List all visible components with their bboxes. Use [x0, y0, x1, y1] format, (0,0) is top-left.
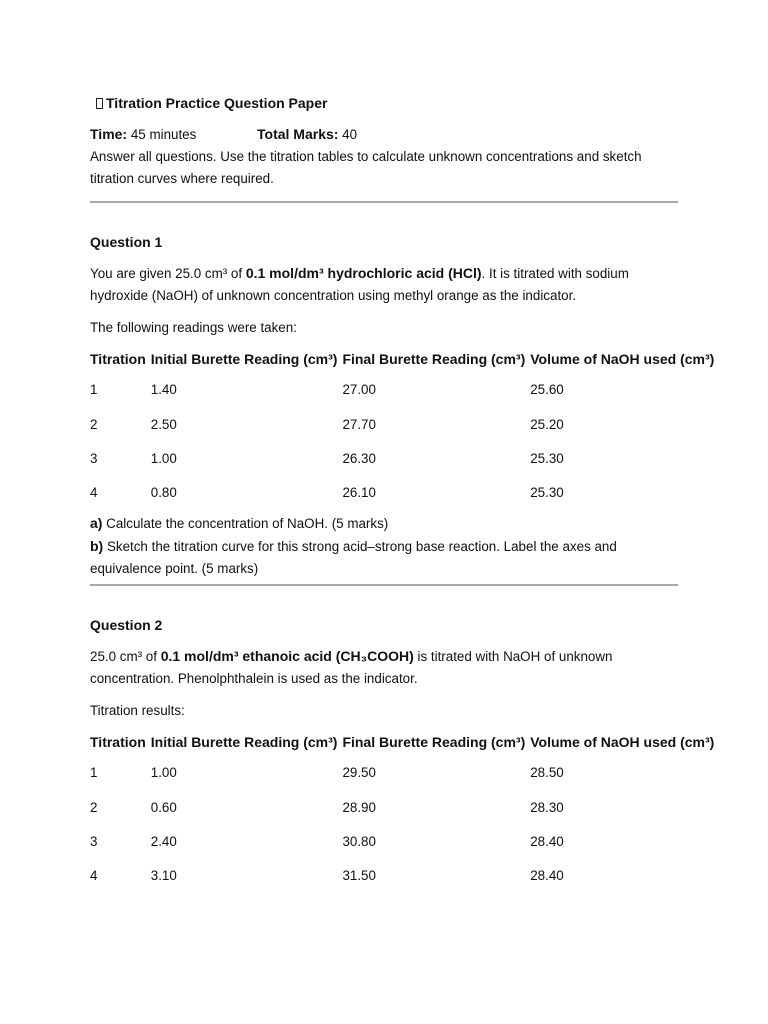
question-1-heading: Question 1 — [90, 234, 163, 250]
table-cell: 4 — [90, 867, 98, 883]
table-cell: 2 — [90, 416, 98, 432]
time-label: Time: — [90, 126, 128, 142]
table-cell: 1.00 — [150, 765, 177, 780]
table-row — [88, 370, 717, 407]
table-cell: 25.30 — [530, 484, 564, 500]
table-cell: 3 — [90, 450, 98, 466]
question-1-lead: The following readings were taken: — [90, 320, 297, 335]
table-cell: 2 — [90, 799, 98, 815]
table-cell: 0.80 — [150, 484, 177, 500]
column-header: Volume of NaOH used (cm³) — [530, 734, 715, 750]
instructions: Answer all questions. Use the titration tables to calculate unknown concentrations and sketch titration curves where required. — [90, 149, 642, 186]
table-row — [88, 790, 717, 824]
paper-content — [90, 92, 715, 892]
time-info — [90, 124, 257, 144]
question-2-table — [88, 731, 717, 892]
marks-info — [257, 124, 357, 144]
question-2-intro-acid: 0.1 mol/dm³ ethanoic acid (CH₃COOH) — [160, 648, 414, 664]
table-row — [88, 407, 717, 441]
part-a-text: Calculate the concentration of NaOH. (5 marks) — [102, 516, 389, 531]
table-cell: 28.90 — [342, 799, 376, 815]
column-header: Final Burette Reading (cm³) — [342, 734, 526, 750]
column-header: Initial Burette Reading (cm³) — [150, 734, 338, 750]
part-b-text: Sketch the titration curve for this strong acid–strong base reaction. Label the axes and equivalence point. (5 marks) — [90, 539, 617, 576]
column-header: Titration — [90, 351, 146, 367]
table-row — [88, 858, 717, 892]
document-icon — [96, 98, 103, 109]
question-1-intro-acid: 0.1 mol/dm³ hydrochloric acid (HCl) — [245, 265, 482, 281]
exam-meta — [90, 124, 678, 144]
table-cell: 26.10 — [342, 484, 376, 500]
page-title — [96, 92, 678, 114]
table-cell: 4 — [90, 484, 98, 500]
marks-value: 40 — [342, 127, 358, 142]
part-a-label: a) — [90, 515, 103, 531]
table-cell: 28.40 — [530, 833, 564, 849]
question-1-table — [88, 348, 717, 509]
table-row — [88, 441, 717, 475]
table-row — [88, 824, 717, 858]
page-title-text: Titration Practice Question Paper — [106, 95, 328, 111]
table-cell: 31.50 — [342, 867, 376, 883]
table-cell: 1 — [90, 382, 98, 397]
section-divider — [90, 201, 678, 203]
table-cell: 26.30 — [342, 450, 376, 466]
table-row — [88, 475, 717, 509]
question-1-intro — [90, 262, 678, 307]
table-cell: 2.40 — [150, 833, 177, 849]
question-2-heading: Question 2 — [90, 617, 163, 633]
table-cell: 28.50 — [530, 765, 564, 780]
question-1-tasks — [90, 512, 678, 580]
question-2-intro-start: 25.0 cm³ of — [90, 649, 161, 664]
question-1-intro-end: . It is titrated with sodium hydroxide (NaOH) of unknown concentration using methyl orange as the indicator. — [90, 266, 629, 303]
column-header: Final Burette Reading (cm³) — [342, 351, 526, 367]
table-cell: 3 — [90, 833, 98, 849]
section-divider — [90, 584, 678, 586]
table-cell: 25.30 — [530, 450, 564, 466]
table-cell: 29.50 — [342, 765, 376, 780]
column-header: Initial Burette Reading (cm³) — [150, 351, 338, 367]
table-header-row — [88, 348, 717, 370]
table-cell: 28.30 — [530, 799, 564, 815]
table-header-row — [88, 731, 717, 753]
table-cell: 3.10 — [150, 867, 177, 883]
table-cell: 1.40 — [150, 382, 177, 397]
table-cell: 30.80 — [342, 833, 376, 849]
table-cell: 25.20 — [530, 416, 564, 432]
table-row — [88, 753, 717, 790]
time-value: 45 minutes — [130, 127, 197, 142]
table-cell: 1.00 — [150, 450, 177, 466]
column-header: Titration — [90, 734, 146, 750]
marks-label: Total Marks: — [257, 126, 339, 142]
question-1-intro-start: You are given 25.0 cm³ of — [90, 266, 246, 281]
table-cell: 1 — [90, 765, 98, 780]
question-2-intro — [90, 645, 678, 690]
table-cell: 2.50 — [150, 416, 177, 432]
table-cell: 0.60 — [150, 799, 177, 815]
table-cell: 27.70 — [342, 416, 376, 432]
part-b-label: b) — [90, 538, 104, 554]
question-2-intro-end: is titrated with NaOH of unknown concentration. Phenolphthalein is used as the indicator. — [90, 649, 613, 686]
table-cell: 27.00 — [342, 382, 376, 397]
question-2-lead: Titration results: — [90, 703, 185, 718]
table-cell: 25.60 — [530, 382, 564, 397]
column-header: Volume of NaOH used (cm³) — [530, 351, 715, 367]
table-cell: 28.40 — [530, 867, 564, 883]
